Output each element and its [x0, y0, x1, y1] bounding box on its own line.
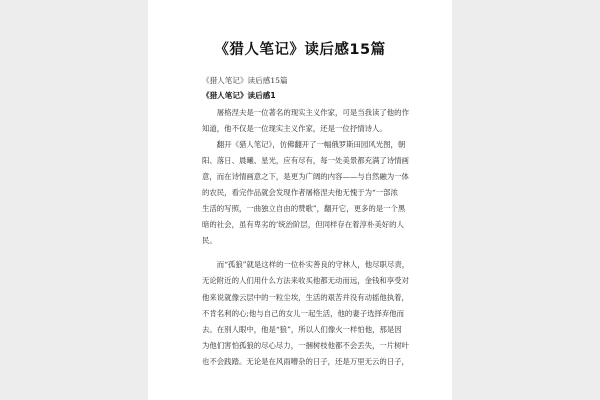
document-subtitle: 《猎人笔记》读后感15篇	[202, 76, 288, 85]
paragraph-gap	[202, 249, 424, 257]
text-line: 的农民，看完作品就会发现作者屠格涅夫他无愧于为“一部浓	[202, 188, 398, 198]
document-body	[202, 105, 424, 370]
text-line: 为他们害怕孤狼的尽心尽力，一捆树枝他都不会丢失，一片树叶	[202, 340, 409, 350]
document-page	[148, 0, 452, 400]
text-line: 阳、落日、晨曦、星光，应有尽有，每一处美景都充满了诗情画	[202, 156, 409, 166]
document-title: 《猎人笔记》读后感15篇	[214, 42, 386, 58]
text-line: 不肯名利的心;他与自己的女儿一起生活，他的妻子选择弃他而	[202, 308, 405, 318]
text-line: 暗的社会，虽有卑劣的’统治阶层，但同样存在着淳朴美好的人	[202, 220, 404, 230]
paragraph	[202, 105, 424, 137]
text-line: 屠格涅夫是一位著名的现实主义作家，可是当我读了他的作	[216, 108, 409, 117]
section-heading: 《猎人笔记》读后感1	[202, 91, 276, 100]
text-line: 生活的写照，一曲独立自由的赞歌”，翻开它，更多的是一个黑	[202, 204, 406, 214]
text-line: 民。	[202, 236, 217, 246]
text-line: 意，而在诗情画意之下，是更为广阔的内容——与自然融为一体	[202, 172, 409, 182]
paragraph	[202, 137, 424, 249]
text-line: 而“孤狼”就是这样的一位朴实善良的守林人，他尽职尽责，	[216, 260, 410, 270]
text-line: 翻开《猎人笔记》，仿佛翻开了一幅俄罗斯田园风光图，朝	[216, 140, 406, 150]
text-line: 去。在别人眼中，他是“狼”，所以人们像火一样怕他，那是因	[202, 324, 402, 334]
text-line: 他来说就像云层中的一粒尘埃，生活的艰苦并没有动摇他执着，	[202, 292, 409, 302]
text-line: 无论附近的人们用什么方法来收买他都无动而远，金钱和享受对	[202, 276, 409, 286]
paragraph	[202, 257, 424, 369]
text-line: 也不会践踏。无论是在风雨嘈杂的日子，还是万里无云的日子，	[202, 356, 409, 366]
text-line: 知道，他不仅是一位现实主义作家，还是一位抒情诗人。	[202, 124, 387, 134]
